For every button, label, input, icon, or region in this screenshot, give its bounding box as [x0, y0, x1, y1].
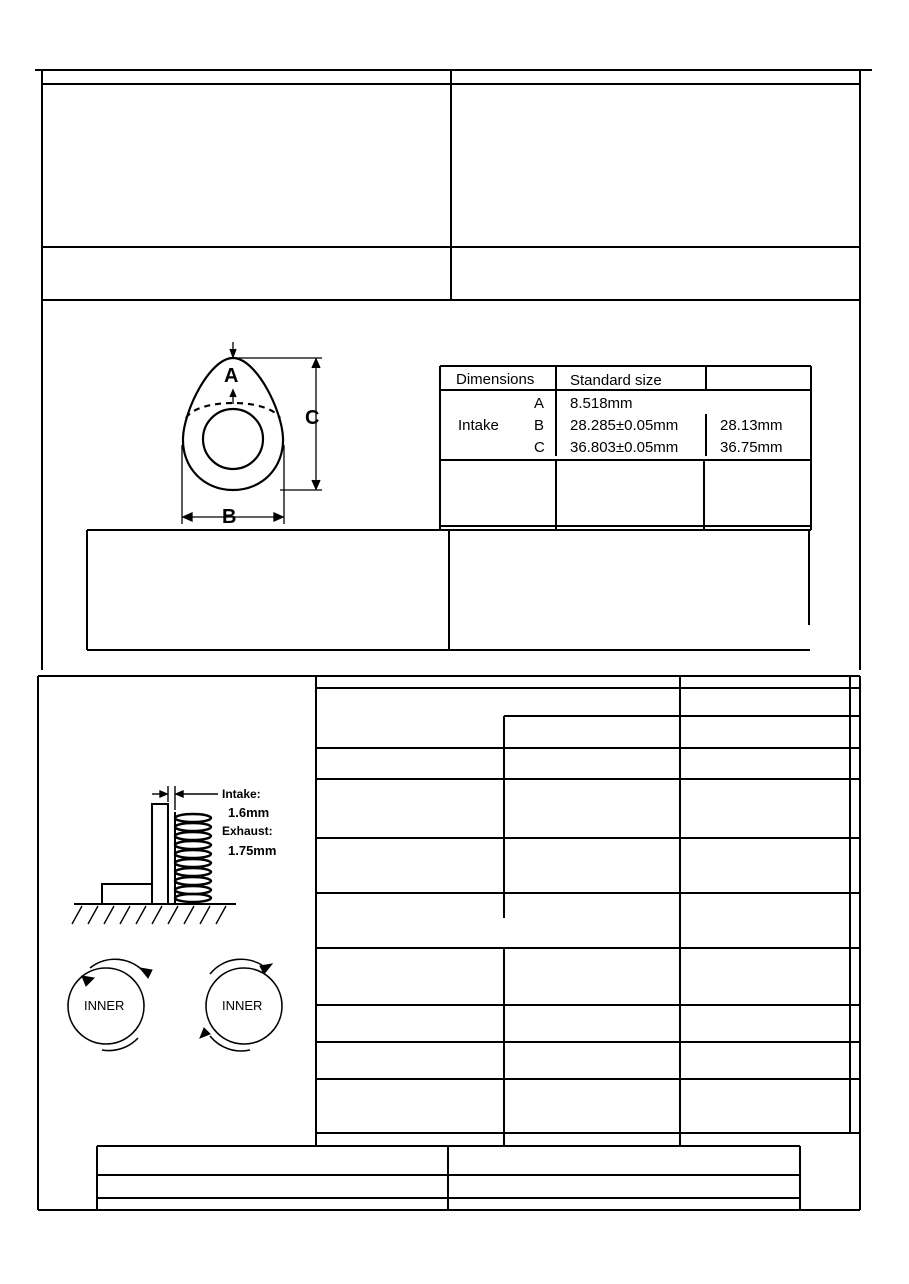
dimension-table-section-intake: Intake: [458, 417, 499, 434]
spring-exhaust-value: 1.75mm: [228, 843, 277, 858]
rotation-right-label: INNER: [222, 998, 263, 1013]
spring-intake-value: 1.6mm: [228, 805, 270, 820]
cam-label-c: C: [305, 407, 320, 429]
dimension-row-b-limit: 28.13mm: [720, 417, 783, 434]
dimension-row-a-dim: A: [534, 395, 545, 412]
cam-label-a: A: [224, 365, 239, 387]
dimension-row-c-limit: 36.75mm: [720, 439, 783, 456]
cam-label-b: B: [222, 506, 237, 528]
dimension-table-header-dimensions: Dimensions: [456, 371, 535, 388]
spring-intake-label: Intake:: [222, 787, 261, 801]
dimension-row-c-standard: 36.803±0.05mm: [570, 439, 679, 456]
dimension-row-b-dim: B: [534, 417, 545, 434]
dimension-row-a-standard: 8.518mm: [570, 395, 633, 412]
dimension-table-header-standard-size: Standard size: [570, 372, 662, 389]
cam-lobe-diagram: [170, 340, 340, 530]
dimension-row-c-dim: C: [534, 439, 545, 456]
spring-exhaust-label: Exhaust:: [222, 824, 273, 838]
valve-spring-diagram: [68, 780, 248, 930]
dimension-row-b-standard: 28.285±0.05mm: [570, 417, 679, 434]
rotation-left-label: INNER: [84, 998, 125, 1013]
